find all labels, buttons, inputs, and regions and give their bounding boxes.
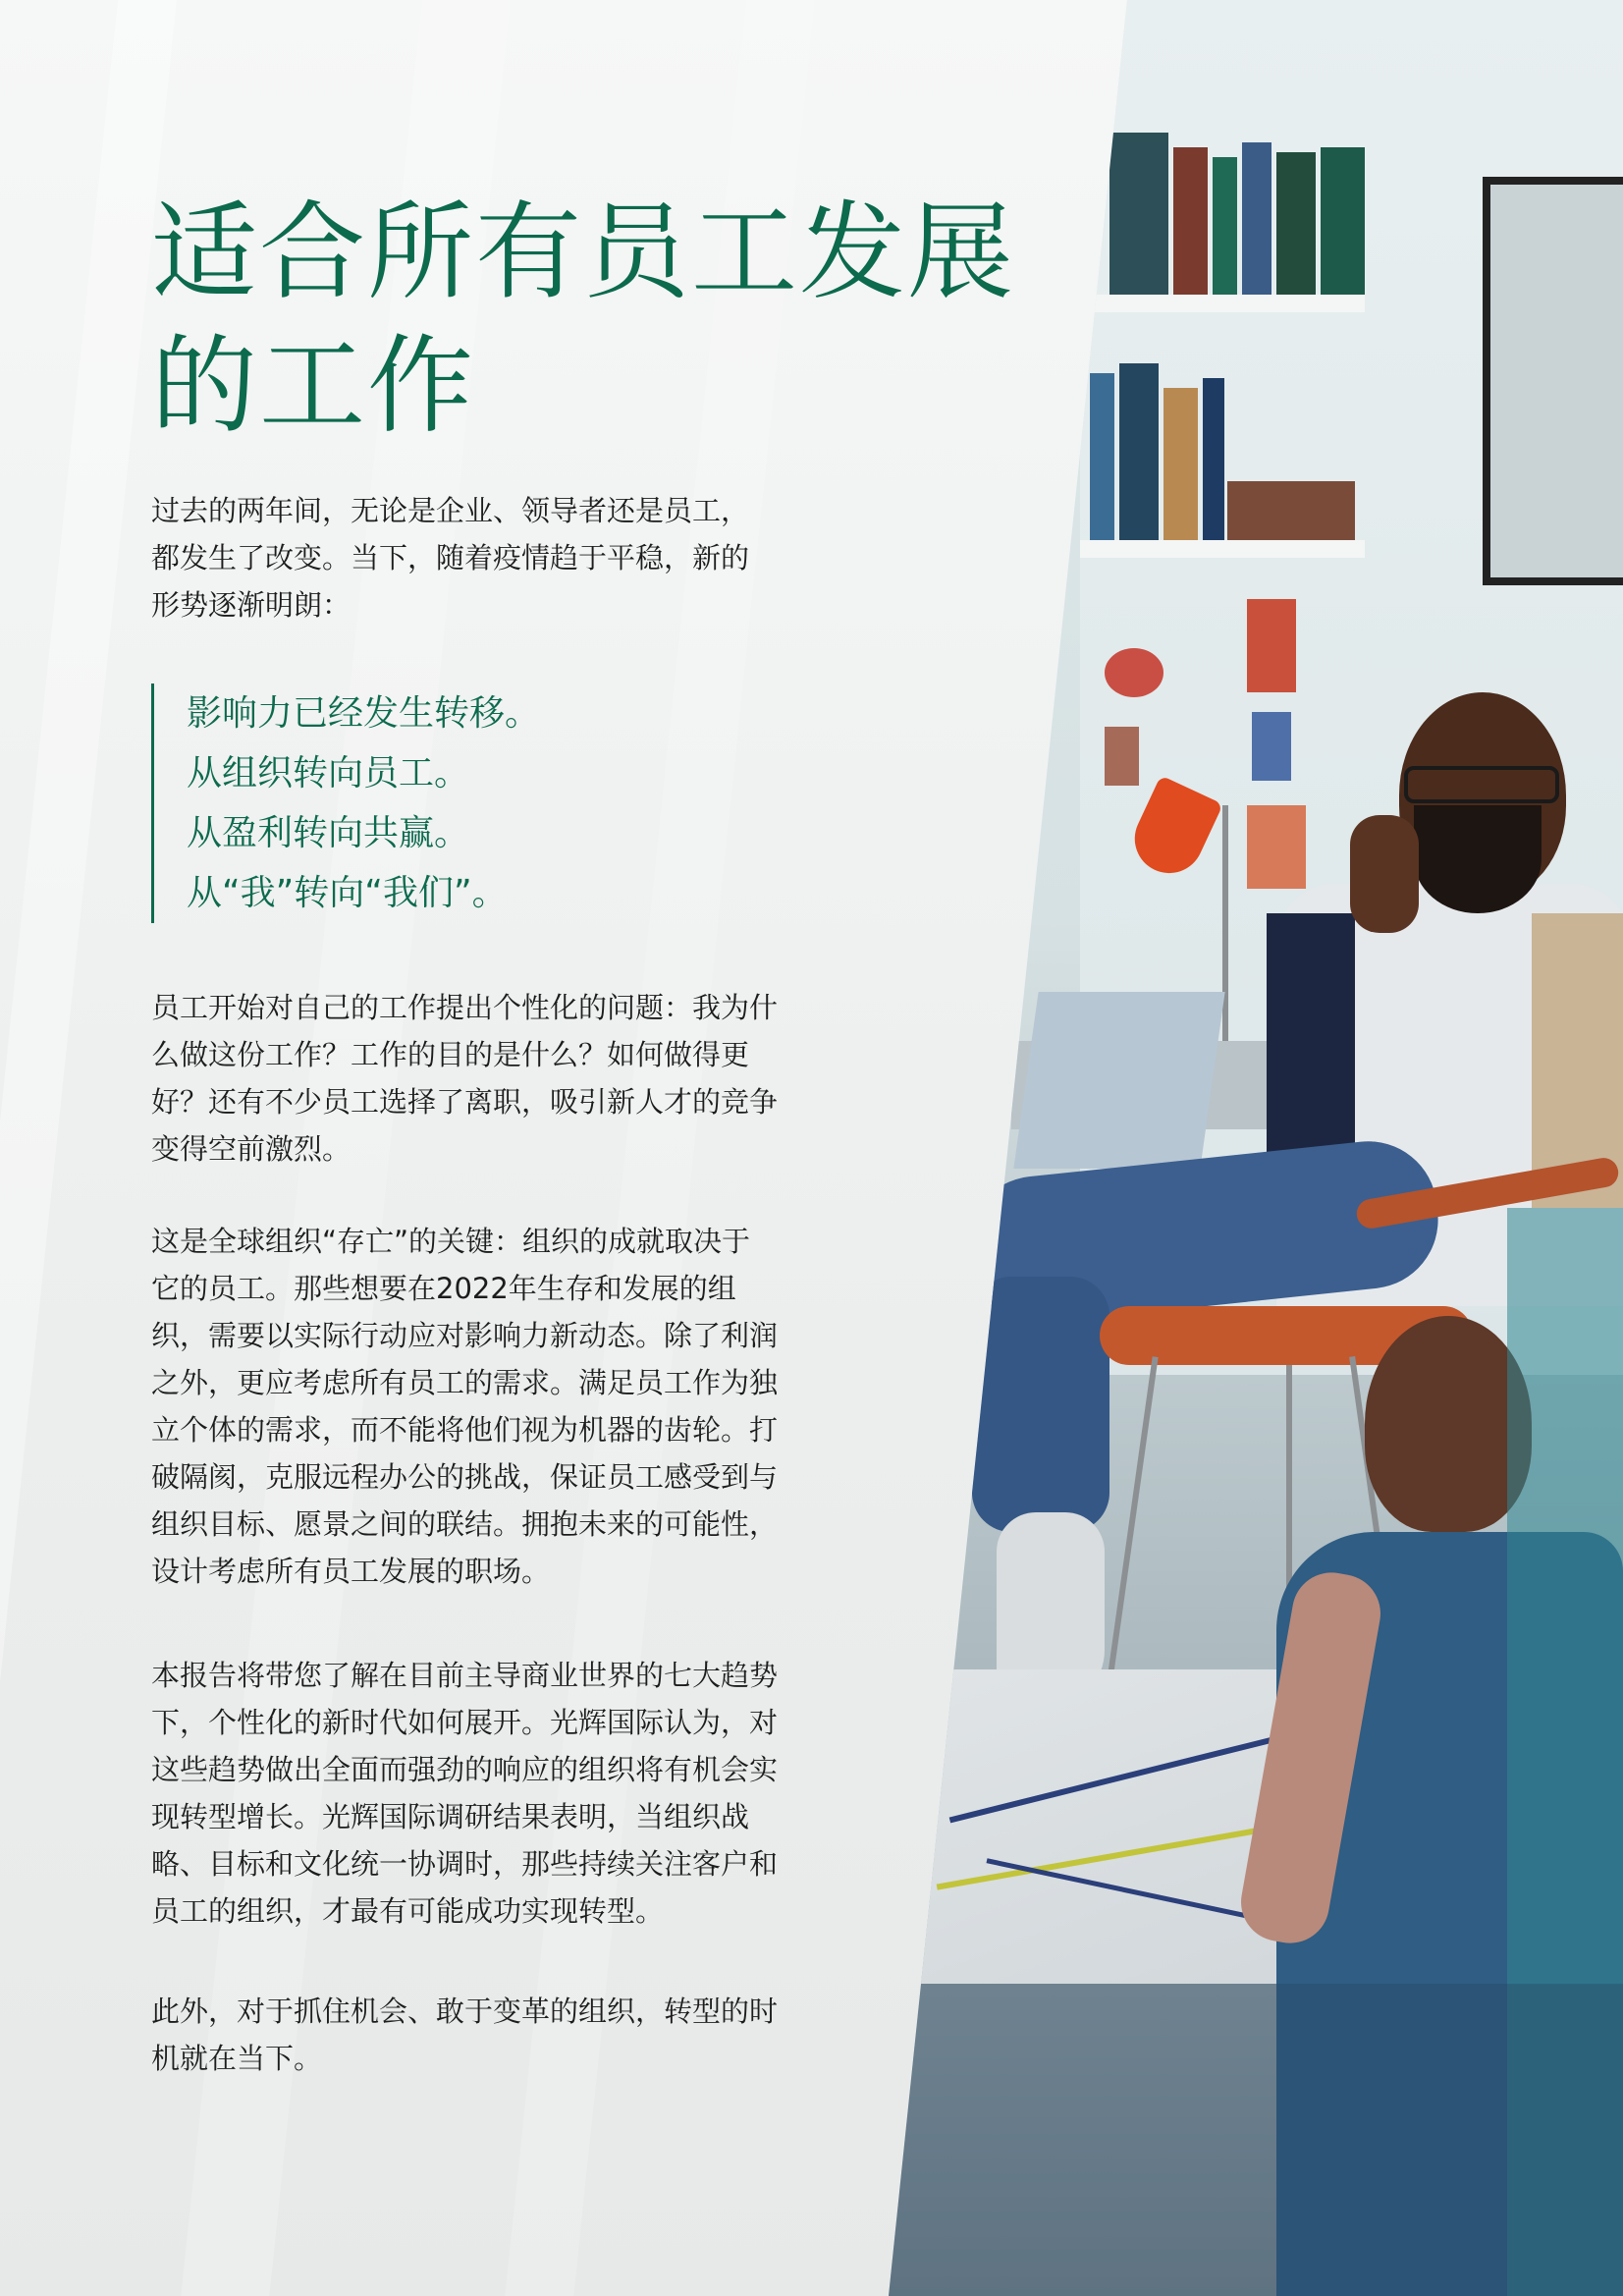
body-paragraph xyxy=(151,1988,819,2082)
quote-line: 影响力已经发生转移。 xyxy=(187,693,541,734)
intro-paragraph xyxy=(151,487,819,629)
text-line: 过去的两年间，无论是企业、领导者还是员工， xyxy=(151,494,750,527)
background-streak xyxy=(0,0,177,2296)
text-line: 设计考虑所有员工发展的职场。 xyxy=(151,1555,551,1588)
text-line: 立个体的需求，而不能将他们视为机器的齿轮。打 xyxy=(151,1413,779,1447)
text-line: 组织目标、愿景之间的联结。拥抱未来的可能性， xyxy=(151,1507,779,1541)
text-line: 现转型增长。光辉国际调研结果表明，当组织战 xyxy=(151,1800,750,1833)
pull-quote xyxy=(151,683,776,923)
page-title xyxy=(151,187,1035,454)
text-line: 破隔阂，克服远程办公的挑战，保证员工感受到与 xyxy=(151,1460,779,1494)
body-paragraph xyxy=(151,1218,819,1595)
quote-line: 从组织转向员工。 xyxy=(187,753,470,793)
text-line: 本报告将带您了解在目前主导商业世界的七大趋势 xyxy=(151,1659,779,1692)
text-line: 好？还有不少员工选择了离职，吸引新人才的竞争 xyxy=(151,1085,779,1119)
quote-line: 从盈利转向共赢。 xyxy=(187,813,470,853)
text-line: 员工的组织，才最有可能成功实现转型。 xyxy=(151,1894,665,1928)
quote-line: 从“我”转向“我们”。 xyxy=(187,873,508,913)
text-line: 变得空前激烈。 xyxy=(151,1132,352,1166)
title-line: 的工作 xyxy=(151,325,476,448)
text-line: 这是全球组织“存亡”的关键：组织的成就取决于 xyxy=(151,1225,751,1258)
title-line: 适合所有员工发展 xyxy=(151,191,1016,314)
text-line: 略、目标和文化统一协调时，那些持续关注客户和 xyxy=(151,1847,779,1881)
text-line: 之外，更应考虑所有员工的需求。满足员工作为独 xyxy=(151,1366,779,1399)
text-line: 形势逐渐明朗： xyxy=(151,588,352,622)
text-line: 么做这份工作？工作的目的是什么？如何做得更 xyxy=(151,1038,750,1071)
text-line: 它的员工。那些想要在2022年生存和发展的组 xyxy=(151,1272,736,1305)
body-paragraph xyxy=(151,984,819,1173)
text-line: 员工开始对自己的工作提出个性化的问题：我为什 xyxy=(151,991,779,1024)
text-line: 织，需要以实际行动应对影响力新动态。除了利润 xyxy=(151,1319,779,1352)
body-paragraph xyxy=(151,1652,819,1935)
text-line: 此外，对于抓住机会、敢于变革的组织，转型的时 xyxy=(151,1995,779,2028)
text-line: 下，个性化的新时代如何展开。光辉国际认为，对 xyxy=(151,1706,779,1739)
text-line: 这些趋势做出全面而强劲的响应的组织将有机会实 xyxy=(151,1753,779,1786)
text-line: 机就在当下。 xyxy=(151,2042,323,2075)
text-line: 都发生了改变。当下，随着疫情趋于平稳，新的 xyxy=(151,541,750,574)
